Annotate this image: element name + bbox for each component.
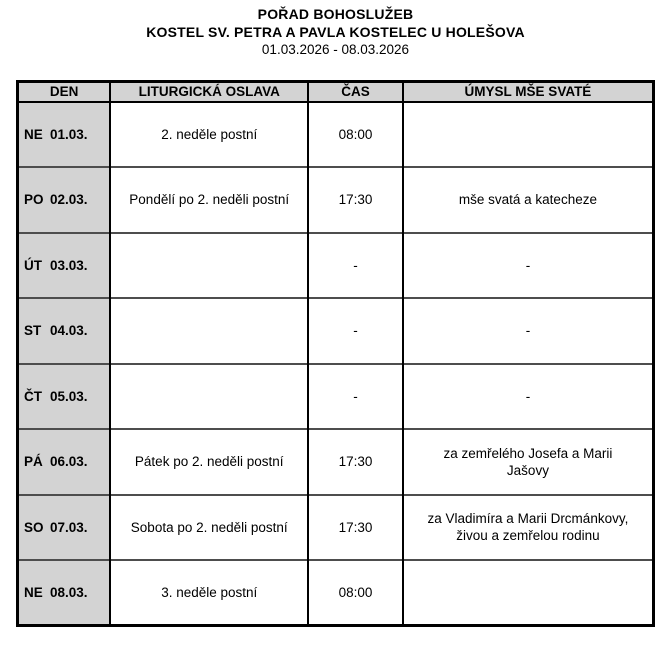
day-date: 07.03.	[50, 519, 88, 535]
celebration-cell: Sobota po 2. neděli postní	[110, 495, 308, 561]
time-cell: 17:30	[308, 429, 403, 495]
date-range: 01.03.2026 - 08.03.2026	[261, 42, 410, 57]
intention-cell	[403, 364, 654, 430]
time-cell: -	[308, 298, 403, 364]
time-cell: 17:30	[308, 495, 403, 561]
day-date: 03.03.	[50, 257, 88, 273]
intention-text: za Vladimíra a Marii Drcmánkovy, živou a zemřelou rodinu	[427, 511, 629, 544]
day-abbr: PO	[24, 192, 44, 208]
page-subtitle: KOSTEL SV. PETRA A PAVLA KOSTELEC U HOLEŠOVA	[146, 24, 525, 40]
intention-cell	[403, 167, 654, 233]
day-date: 08.03.	[50, 585, 88, 600]
day-abbr: SO	[24, 519, 44, 535]
day-date: 04.03.	[50, 323, 88, 339]
intention-cell	[403, 495, 654, 561]
table-row	[18, 233, 654, 299]
day-cell	[18, 233, 111, 299]
day-cell	[18, 364, 111, 430]
intention-text: -	[525, 388, 531, 404]
table-row	[18, 102, 654, 168]
time-cell: 08:00	[308, 560, 403, 626]
schedule-table	[16, 80, 655, 627]
table-header	[18, 82, 654, 102]
day-abbr: ST	[24, 323, 42, 339]
day-abbr: NE	[24, 585, 43, 600]
time-cell: -	[308, 233, 403, 299]
time-cell: 08:00	[308, 102, 403, 168]
time-cell: -	[308, 364, 403, 430]
title-block	[0, 0, 671, 59]
time-cell: 17:30	[308, 167, 403, 233]
table-row	[18, 167, 654, 233]
day-abbr: ÚT	[24, 257, 42, 273]
celebration-cell	[110, 364, 308, 430]
intention-text: mše svatá a katecheze	[458, 192, 597, 208]
celebration-cell	[110, 233, 308, 299]
day-cell	[18, 495, 111, 561]
day-date: 05.03.	[50, 388, 88, 404]
celebration-cell: Pátek po 2. neděli postní	[110, 429, 308, 495]
celebration-cell: Pondělí po 2. neděli postní	[110, 167, 308, 233]
day-cell	[18, 298, 111, 364]
day-abbr: NE	[24, 126, 43, 142]
intention-cell	[403, 429, 654, 495]
table-row	[18, 298, 654, 364]
celebration-cell	[110, 298, 308, 364]
intention-cell	[403, 102, 654, 168]
header-row	[18, 82, 654, 102]
celebration-cell: 3. neděle postní	[110, 560, 308, 626]
column-header-liturgicka-oslava: LITURGICKÁ OSLAVA	[110, 82, 308, 102]
table-row	[18, 560, 654, 626]
day-abbr: PÁ	[24, 454, 43, 470]
celebration-cell: 2. neděle postní	[110, 102, 308, 168]
day-cell	[18, 167, 111, 233]
page-title: POŘAD BOHOSLUŽEB	[257, 6, 414, 22]
day-cell	[18, 102, 111, 168]
day-date: 02.03.	[50, 192, 88, 208]
day-abbr: ČT	[24, 388, 42, 404]
day-cell	[18, 429, 111, 495]
day-cell	[18, 560, 111, 626]
column-header-cas: ČAS	[308, 82, 403, 102]
table-row	[18, 429, 654, 495]
intention-text: za zemřelého Josefa a Marii Jašovy	[443, 445, 613, 478]
intention-cell	[403, 298, 654, 364]
day-date: 01.03.	[50, 126, 88, 142]
column-header-umysl-mse-svate: ÚMYSL MŠE SVATÉ	[403, 82, 654, 102]
table-row	[18, 364, 654, 430]
intention-cell	[403, 233, 654, 299]
day-date: 06.03.	[50, 454, 88, 470]
intention-text: -	[525, 323, 531, 339]
table-row	[18, 495, 654, 561]
intention-cell	[403, 560, 654, 626]
intention-text: -	[525, 257, 531, 273]
column-header-den: DEN	[18, 82, 111, 102]
